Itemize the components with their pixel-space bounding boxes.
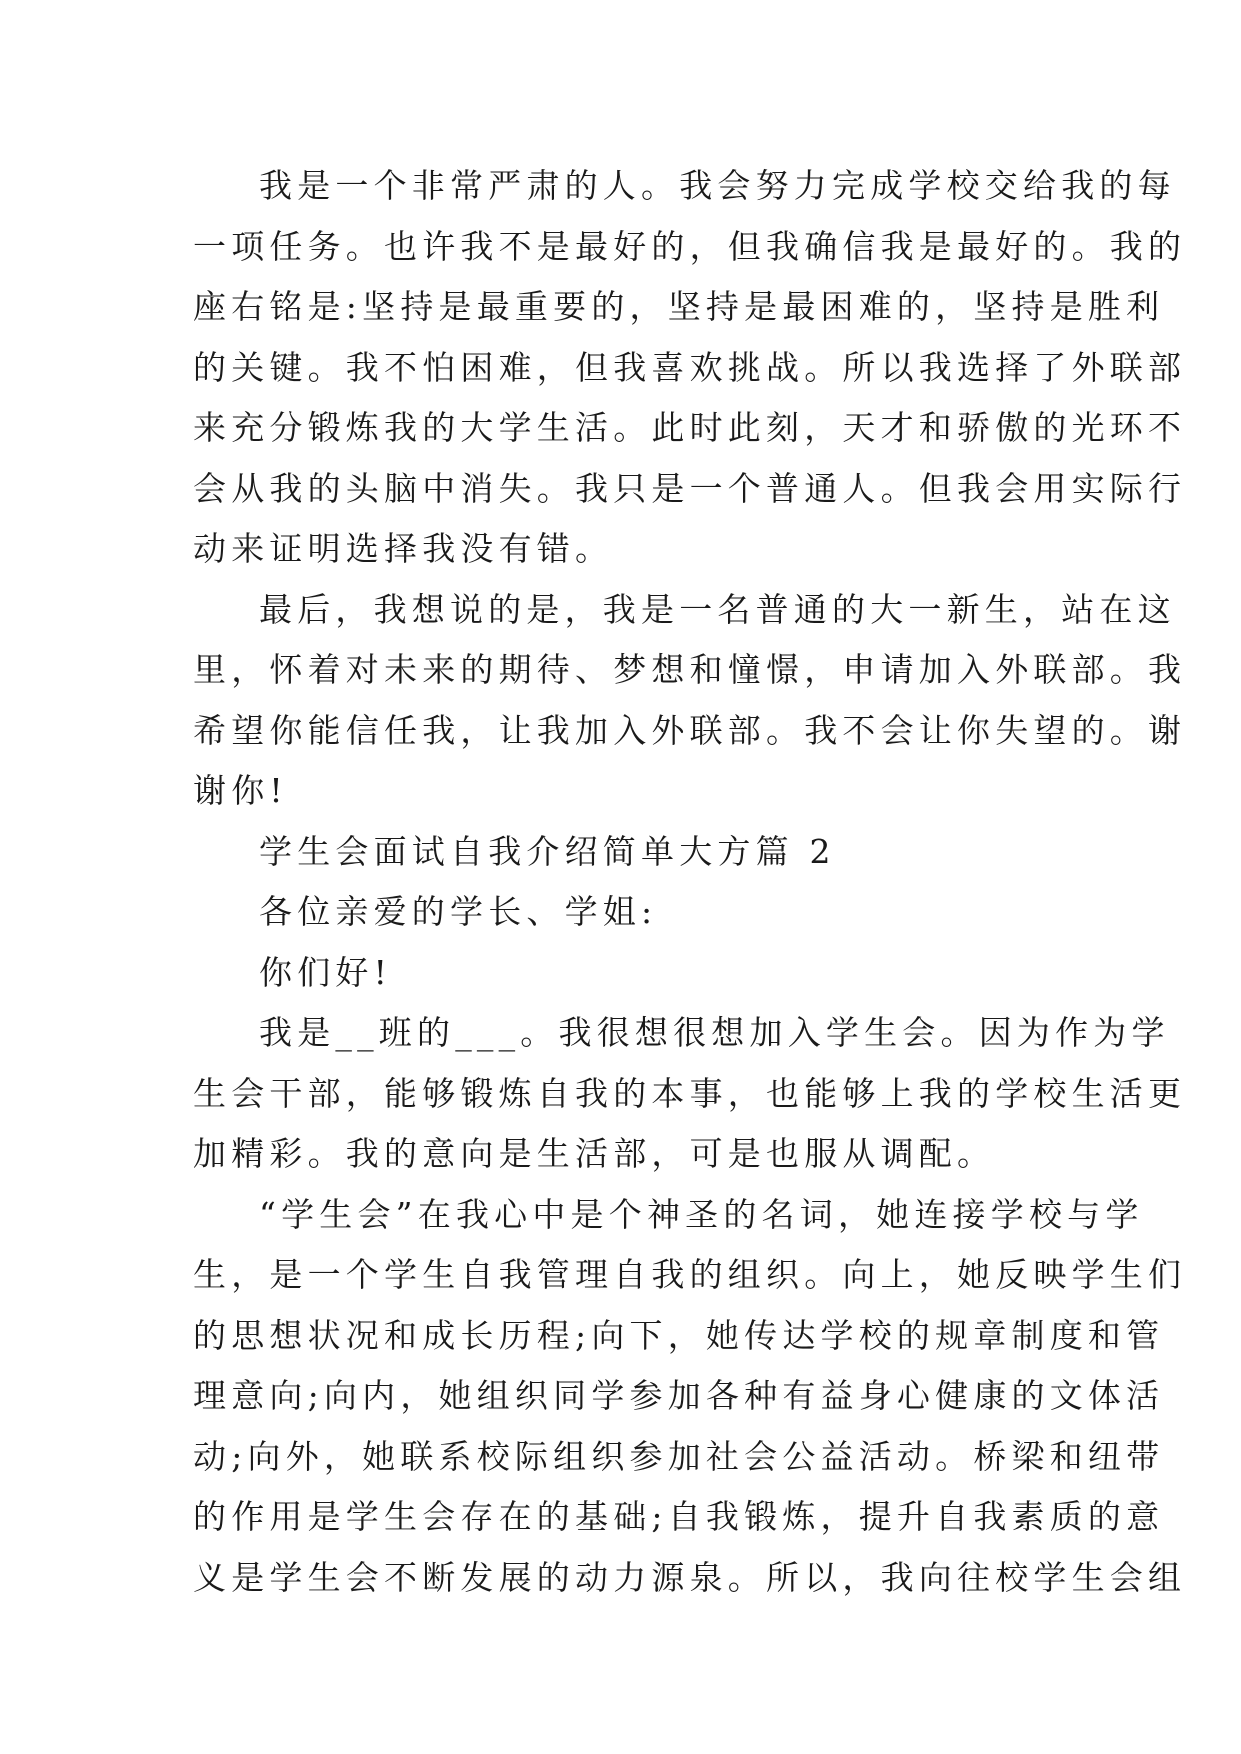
text-line: 最后，我想说的是，我是一名普通的大一新生，站在这 [259,589,1176,629]
text-line: 谢你! [193,771,288,810]
text-line: 动来证明选择我没有错。 [193,529,614,568]
text-line: 理意向;向内，她组织同学参加各种有益身心健康的文体活 [193,1376,1165,1415]
text-line: 我是__班的___。我很想很想加入学生会。因为作为学 [259,1013,1170,1052]
greeting: 你们好! [259,952,393,992]
text-line: 来充分锻炼我的大学生活。此时此刻，天才和骄傲的光环不 [193,408,1187,447]
text-line: 里，怀着对未来的期待、梦想和憧憬，申请加入外联部。我 [193,650,1187,689]
text-line: 希望你能信任我，让我加入外联部。我不会让你失望的。谢 [193,710,1187,750]
text-line: “学生会”在我心中是个神圣的名词，她连接学校与学 [259,1194,1144,1234]
text-line: 会从我的头脑中消失。我只是一个普通人。但我会用实际行 [193,468,1187,508]
text-line: 义是学生会不断发展的动力源泉。所以，我向往校学生会组 [193,1557,1187,1597]
text-line: 加精彩。我的意向是生活部，可是也服从调配。 [193,1134,996,1173]
text-line: 动;向外，她联系校际组织参加社会公益活动。桥梁和纽带 [193,1436,1165,1476]
document-page [193,156,1187,1608]
text-line: 座右铭是:坚持是最重要的，坚持是最困难的，坚持是胜利 [193,287,1165,326]
section-heading: 学生会面试自我介绍简单大方篇 2 [259,831,836,871]
text-line: 的思想状况和成长历程;向下，她传达学校的规章制度和管 [193,1315,1165,1355]
salutation: 各位亲爱的学长、学姐: [259,892,658,931]
text-line: 生，是一个学生自我管理自我的组织。向上，她反映学生们 [193,1255,1187,1294]
text-line: 的作用是学生会存在的基础;自我锻炼，提升自我素质的意 [193,1497,1165,1536]
text-line: 我是一个非常严肃的人。我会努力完成学校交给我的每 [259,166,1176,205]
text-line: 的关键。我不怕困难，但我喜欢挑战。所以我选择了外联部 [193,347,1187,387]
text-line: 一项任务。也许我不是最好的，但我确信我是最好的。我的 [193,226,1187,266]
text-line: 生会干部，能够锻炼自我的本事，也能够上我的学校生活更 [193,1073,1187,1113]
